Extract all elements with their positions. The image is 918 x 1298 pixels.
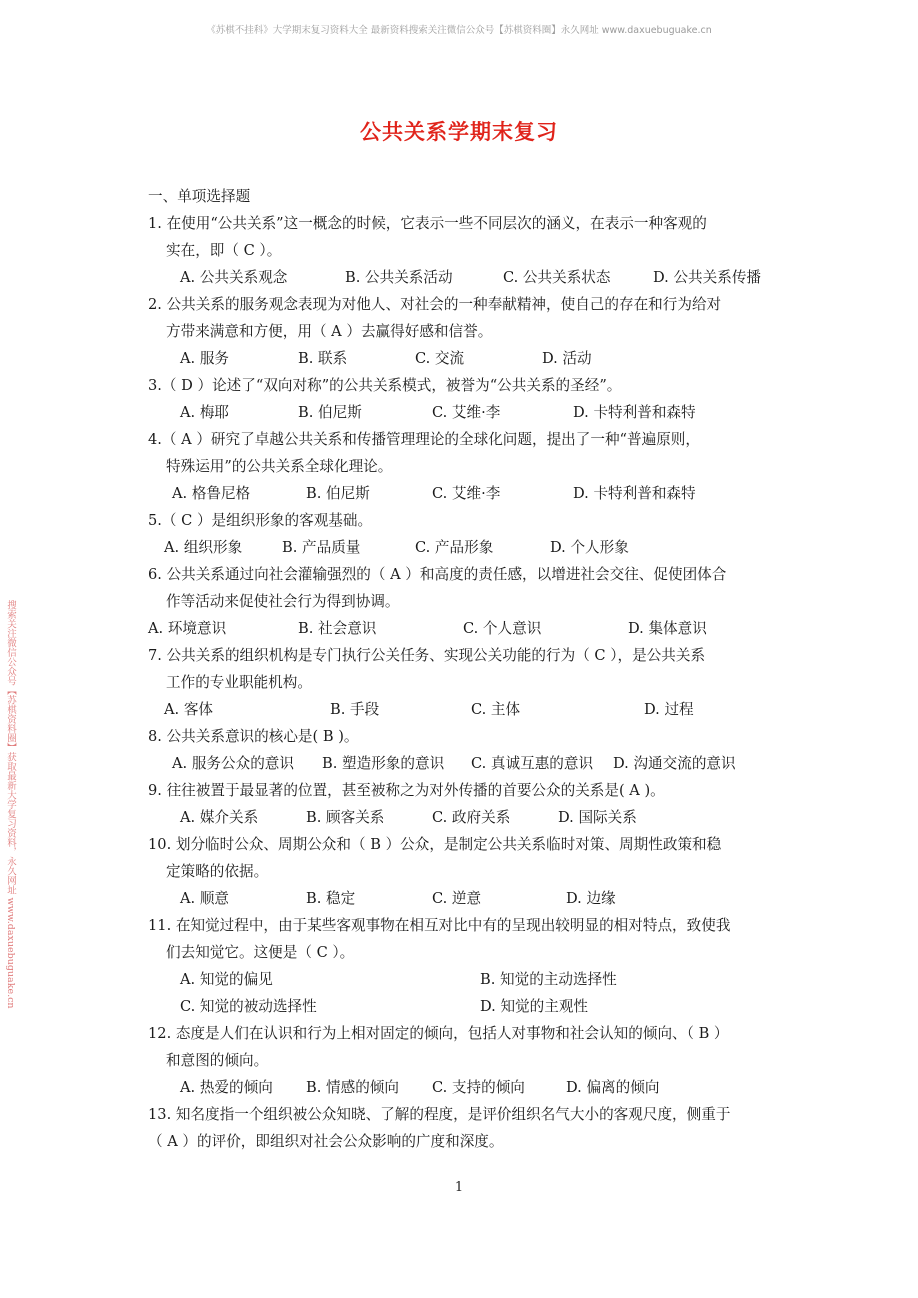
option-a: A. 服务 (180, 350, 230, 367)
question-3-line-1: 3.（ D ）论述了“双向对称”的公共关系模式，被誉为“公共关系的圣经”。 (148, 377, 622, 394)
option-c: C. 交流 (415, 350, 465, 367)
question-11-line-1: 11. 在知觉过程中，由于某些客观事物在相互对比中有的呈现出较明显的相对特点，致使我 (148, 917, 731, 934)
option-d: D. 国际关系 (558, 809, 637, 826)
option-b: B. 塑造形象的意识 (322, 755, 445, 772)
question-1-options (148, 264, 788, 291)
question-1-line-1: 1. 在使用“公共关系”这一概念的时候，它表示一些不同层次的涵义，在表示一种客观的 (148, 215, 707, 232)
option-b: B. 联系 (298, 350, 348, 367)
question-7-options (148, 696, 788, 723)
option-b: B. 知觉的主动选择性 (480, 971, 617, 988)
header-watermark-note: 《苏棋不挂科》大学期末复习资料大全 最新资料搜索关注微信公众号【苏棋资料圈】永久网址 www.daxuebuguake.cn (206, 25, 712, 36)
option-b: B. 情感的倾向 (306, 1079, 399, 1096)
option-c: C. 真诚互惠的意识 (471, 755, 594, 772)
question-9-line-1: 9. 往往被置于最显著的位置，甚至被称之为对外传播的首要公众的关系是( A )。 (148, 782, 665, 799)
question-7-line-1: 7. 公共关系的组织机构是专门执行公关任务、实现公关功能的行为（ C ），是公共关系 (148, 647, 706, 664)
question-10-line-2: 定策略的依据。 (166, 863, 269, 880)
option-a: A. 格鲁尼格 (172, 485, 251, 502)
option-c: C. 个人意识 (463, 620, 542, 637)
option-b: B. 手段 (330, 701, 380, 718)
option-a: A. 服务公众的意识 (172, 755, 294, 772)
option-d: D. 集体意识 (628, 620, 707, 637)
option-c: C. 产品形象 (415, 539, 494, 556)
question-8-line-1: 8. 公共关系意识的核心是( B )。 (148, 728, 359, 745)
question-8-options (148, 750, 788, 777)
question-12-line-1: 12. 态度是人们在认识和行为上相对固定的倾向，包括人对事物和社会认知的倾向、（ B ） (148, 1025, 729, 1042)
option-c: C. 主体 (471, 701, 521, 718)
option-b: B. 稳定 (306, 890, 356, 907)
question-12-line-2: 和意图的倾向。 (166, 1052, 269, 1069)
question-11-options-row-1 (148, 966, 788, 993)
section-heading: 一、单项选择题 (148, 188, 251, 205)
option-c: C. 艾维·李 (432, 485, 501, 502)
question-9-options (148, 804, 788, 831)
option-d: D. 公共关系传播 (653, 269, 762, 286)
question-13-line-2: （ A ）的评价，即组织对社会公众影响的广度和深度。 (148, 1133, 504, 1150)
question-13-line-1: 13. 知名度指一个组织被公众知晓、了解的程度，是评价组织名气大小的客观尺度，侧重于 (148, 1106, 731, 1123)
question-4-options (148, 480, 788, 507)
question-4-line-1: 4.（ A ）研究了卓越公共关系和传播管理理论的全球化问题，提出了一种“普遍原则， (148, 431, 700, 448)
option-b: B. 顾客关系 (306, 809, 385, 826)
question-4-line-2: 特殊运用”的公共关系全球化理论。 (166, 458, 393, 475)
page-number: 1 (454, 1180, 464, 1195)
question-2-options (148, 345, 788, 372)
option-d: D. 知觉的主观性 (480, 998, 589, 1015)
option-c: C. 支持的倾向 (432, 1079, 525, 1096)
option-a: A. 顺意 (180, 890, 230, 907)
question-1-line-2: 实在，即（ C ）。 (166, 242, 282, 259)
option-a: A. 公共关系观念 (180, 269, 288, 286)
question-2-line-1: 2. 公共关系的服务观念表现为对他人、对社会的一种奉献精神，使自己的存在和行为给对 (148, 296, 722, 313)
option-c: C. 公共关系状态 (503, 269, 611, 286)
option-c: C. 知觉的被动选择性 (180, 998, 317, 1015)
option-b: B. 社会意识 (298, 620, 377, 637)
option-d: D. 卡特利普和森特 (573, 404, 696, 421)
option-b: B. 伯尼斯 (306, 485, 370, 502)
question-12-options (148, 1074, 788, 1101)
option-a: A. 环境意识 (148, 620, 227, 637)
side-watermark-note: 搜索关注微信公众号【苏棋资料圈】获取最新大学复习资料，永久网址 www.daxuebuguake.cn (5, 600, 16, 1009)
option-d: D. 个人形象 (550, 539, 629, 556)
option-c: C. 政府关系 (432, 809, 511, 826)
option-a: A. 知觉的偏见 (180, 971, 273, 988)
question-6-options (148, 615, 788, 642)
option-d: D. 过程 (644, 701, 694, 718)
question-11-line-2: 们去知觉它。这便是（ C ）。 (166, 944, 355, 961)
question-10-options (148, 885, 788, 912)
option-a: A. 热爱的倾向 (180, 1079, 273, 1096)
option-d: D. 活动 (542, 350, 592, 367)
question-5-options (148, 534, 788, 561)
option-b: B. 伯尼斯 (298, 404, 362, 421)
question-10-line-1: 10. 划分临时公众、周期公众和（ B ）公众，是制定公共关系临时对策、周期性政策和稳 (148, 836, 722, 853)
question-list (148, 183, 788, 1155)
option-d: D. 偏离的倾向 (566, 1079, 660, 1096)
option-b: B. 公共关系活动 (345, 269, 453, 286)
question-6-line-2: 作等活动来促使社会行为得到协调。 (166, 593, 400, 610)
question-6-line-1: 6. 公共关系通过向社会灌输强烈的（ A ）和高度的责任感，以增进社会交往、促使团体合 (148, 566, 727, 583)
option-d: D. 边缘 (566, 890, 616, 907)
question-11-options-row-2 (148, 993, 788, 1020)
option-d: D. 卡特利普和森特 (573, 485, 696, 502)
question-7-line-2: 工作的专业职能机构。 (166, 674, 312, 691)
option-b: B. 产品质量 (282, 539, 361, 556)
question-5-line-1: 5.（ C ）是组织形象的客观基础。 (148, 512, 373, 529)
option-a: A. 梅耶 (180, 404, 230, 421)
option-a: A. 客体 (164, 701, 214, 718)
option-c: C. 艾维·李 (432, 404, 501, 421)
page-title: 公共关系学期末复习 (360, 120, 558, 144)
question-2-line-2: 方带来满意和方便，用（ A ）去赢得好感和信誉。 (166, 323, 493, 340)
question-3-options (148, 399, 788, 426)
option-a: A. 组织形象 (164, 539, 243, 556)
option-c: C. 逆意 (432, 890, 482, 907)
option-a: A. 媒介关系 (180, 809, 259, 826)
option-d: D. 沟通交流的意识 (613, 755, 736, 772)
